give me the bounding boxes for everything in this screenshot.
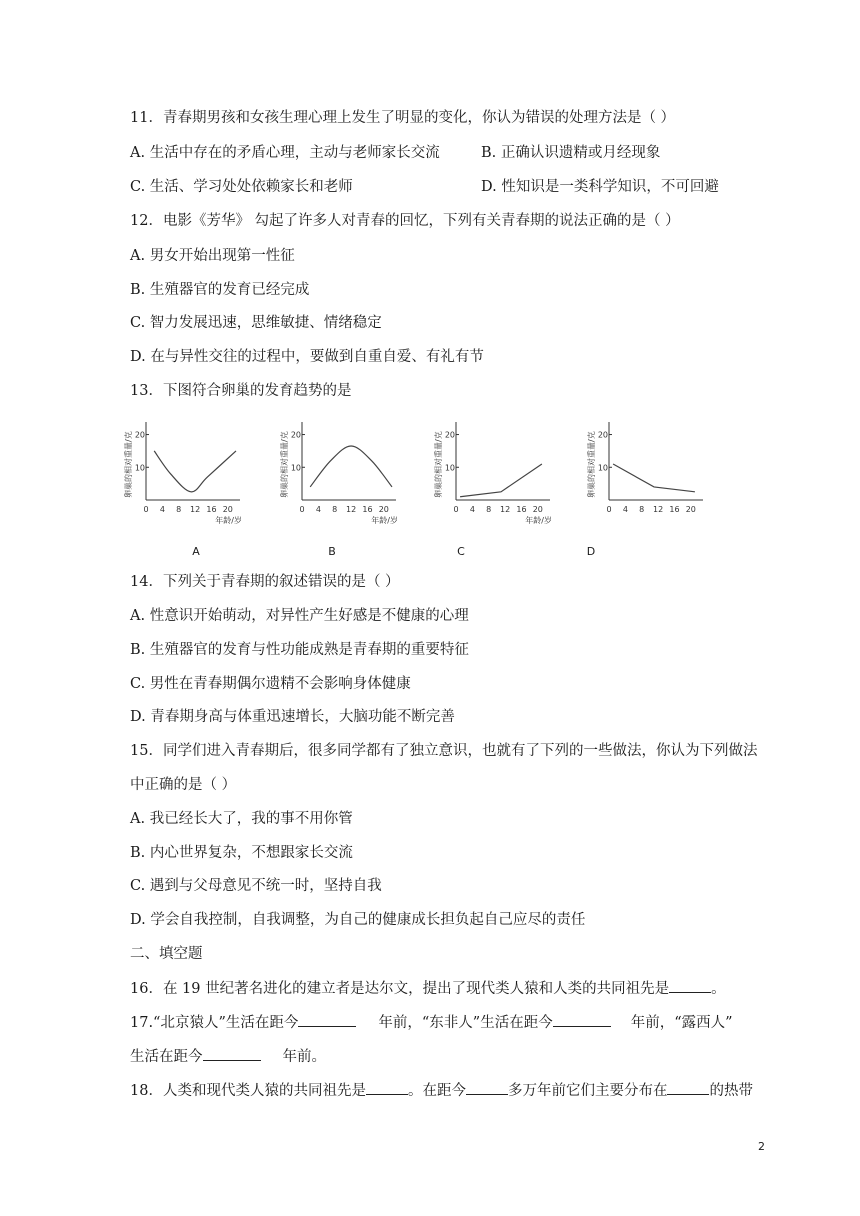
chart-a-svg — [124, 410, 259, 535]
y-tick-label: 20 — [134, 430, 145, 440]
chart-a-letter: A — [192, 545, 200, 558]
q14-option-d: D. 青春期身高与体重迅速增长，大脑功能不断完善 — [130, 709, 455, 725]
q17-blank-1[interactable] — [298, 1012, 356, 1027]
q14-option-a: A. 性意识开始萌动，对异性产生好感是不健康的心理 — [130, 608, 469, 624]
q18-blank-3[interactable] — [667, 1080, 709, 1095]
q15-stem-line2: 中正确的是（ ） — [130, 777, 237, 793]
chart-d-svg — [587, 410, 722, 535]
x-tick-label: 8 — [176, 505, 182, 514]
q17-blank-3[interactable] — [203, 1046, 261, 1061]
y-axis-label: 卵巢的相对重量/克 — [434, 431, 443, 498]
x-tick-label: 12 — [189, 505, 201, 514]
x-tick-label: 20 — [378, 505, 389, 514]
chart-b-letter: B — [328, 545, 336, 558]
q18-text-3: 多万年前它们主要分布在 — [507, 1083, 668, 1099]
y-axis-label: 卵巢的相对重量/克 — [280, 431, 289, 498]
x-tick-label: 12 — [652, 505, 664, 514]
q18-blank-2[interactable] — [466, 1080, 508, 1095]
q11-option-c: C. 生活、学习处处依赖家长和老师 — [130, 179, 353, 195]
series-line — [154, 451, 236, 492]
q15-stem-line1: 15．同学们进入青春期后，很多同学都有了独立意识，也就有了下列的一些做法，你认为下列做法 — [130, 743, 758, 759]
q16-text-2: 。 — [711, 981, 726, 997]
x-axis-label: 年龄/岁 — [525, 516, 552, 525]
chart-b — [280, 410, 415, 535]
y-tick-label: 20 — [290, 430, 301, 440]
q16-text-1: 16．在 19 世纪著名进化的建立者是达尔文，提出了现代类人猿和人类的共同祖先是 — [130, 981, 670, 997]
q13-stem: 13．下图符合卵巢的发育趋势的是 — [130, 383, 352, 399]
q15-option-c: C. 遇到与父母意见不统一时，坚持自我 — [130, 878, 382, 894]
x-tick-label: 20 — [685, 505, 696, 514]
q17-text-1: 17.“北京猿人”生活在距今 — [130, 1015, 299, 1031]
q18-text-4: 的热带 — [709, 1083, 753, 1099]
x-tick-label: 4 — [159, 505, 165, 514]
x-tick-label: 16 — [206, 505, 217, 514]
chart-b-svg — [280, 410, 415, 535]
q17-line1 — [130, 1012, 733, 1033]
x-tick-label: 4 — [622, 505, 628, 514]
x-tick-label: 12 — [345, 505, 357, 514]
q11-option-d: D. 性知识是一类科学知识，不可回避 — [481, 179, 719, 195]
series-line — [310, 446, 392, 487]
series-line — [613, 464, 695, 492]
y-tick-label: 10 — [444, 463, 455, 473]
q17-blank-2[interactable] — [553, 1012, 611, 1027]
x-axis-label: 年龄/岁 — [215, 516, 242, 525]
q16-blank[interactable] — [669, 978, 711, 993]
chart-d-letter: D — [586, 545, 596, 558]
x-tick-label: 0 — [299, 505, 305, 514]
x-axis-label: 年龄/岁 — [371, 516, 398, 525]
q14-stem: 14．下列关于青春期的叙述错误的是（ ） — [130, 574, 400, 590]
x-tick-label: 20 — [222, 505, 233, 514]
q18-text-2: 。在距今 — [407, 1083, 466, 1099]
y-axis-label: 卵巢的相对重量/克 — [587, 431, 596, 498]
x-tick-label: 8 — [486, 505, 492, 514]
q16-line — [130, 978, 726, 999]
q18-text-1: 18．人类和现代类人猿的共同祖先是 — [130, 1083, 366, 1099]
q11-option-a: A. 生活中存在的矛盾心理，主动与老师家长交流 — [130, 145, 440, 161]
q17-text-2: 年前，“东非人”生活在距今 — [378, 1015, 553, 1031]
x-tick-label: 16 — [516, 505, 527, 514]
x-tick-label: 16 — [669, 505, 680, 514]
x-tick-label: 0 — [606, 505, 612, 514]
q11-stem: 11．青春期男孩和女孩生理心理上发生了明显的变化，你认为错误的处理方法是（ ） — [130, 110, 676, 126]
x-tick-label: 20 — [532, 505, 543, 514]
q12-option-c: C. 智力发展迅速，思维敏捷、情绪稳定 — [130, 315, 382, 331]
x-tick-label: 4 — [315, 505, 321, 514]
x-tick-label: 4 — [469, 505, 475, 514]
y-tick-label: 10 — [597, 463, 608, 473]
q12-option-d: D. 在与异性交往的过程中，要做到自重自爱、有礼有节 — [130, 349, 484, 365]
chart-a — [124, 410, 259, 535]
q17-text-5: 年前。 — [282, 1049, 326, 1065]
x-tick-label: 0 — [143, 505, 149, 514]
y-tick-label: 20 — [597, 430, 608, 440]
q15-option-d: D. 学会自我控制，自我调整，为自己的健康成长担负起自己应尽的责任 — [130, 912, 586, 928]
page-number: 2 — [758, 1140, 765, 1153]
x-tick-label: 0 — [453, 505, 459, 514]
q15-option-b: B. 内心世界复杂，不想跟家长交流 — [130, 845, 353, 861]
q15-option-a: A. 我已经长大了，我的事不用你管 — [130, 811, 353, 827]
x-tick-label: 8 — [639, 505, 645, 514]
chart-c — [434, 410, 569, 535]
y-axis-label: 卵巢的相对重量/克 — [124, 431, 133, 498]
q12-option-a: A. 男女开始出现第一性征 — [130, 248, 295, 264]
q12-option-b: B. 生殖器官的发育已经完成 — [130, 282, 310, 298]
series-line — [460, 464, 542, 497]
q17-line2 — [130, 1046, 326, 1067]
x-tick-label: 16 — [362, 505, 373, 514]
y-tick-label: 20 — [444, 430, 455, 440]
q14-option-c: C. 男性在青春期偶尔遗精不会影响身体健康 — [130, 676, 411, 692]
q17-text-4: 生活在距今 — [130, 1049, 203, 1065]
q18-line — [130, 1080, 753, 1101]
x-tick-label: 12 — [499, 505, 511, 514]
q17-text-3: 年前，“露西人” — [630, 1015, 733, 1031]
q11-option-b: B. 正确认识遗精或月经现象 — [481, 145, 661, 161]
chart-c-letter: C — [457, 545, 465, 558]
section-title-fill-in: 二、填空题 — [130, 946, 203, 962]
chart-d — [587, 410, 722, 535]
q18-blank-1[interactable] — [366, 1080, 408, 1095]
q12-stem: 12．电影《芳华》 勾起了许多人对青春的回忆，下列有关青春期的说法正确的是（ ） — [130, 213, 680, 229]
y-tick-label: 10 — [134, 463, 145, 473]
y-tick-label: 10 — [290, 463, 301, 473]
q14-option-b: B. 生殖器官的发育与性功能成熟是青春期的重要特征 — [130, 642, 469, 658]
x-tick-label: 8 — [332, 505, 338, 514]
chart-c-svg — [434, 410, 569, 535]
